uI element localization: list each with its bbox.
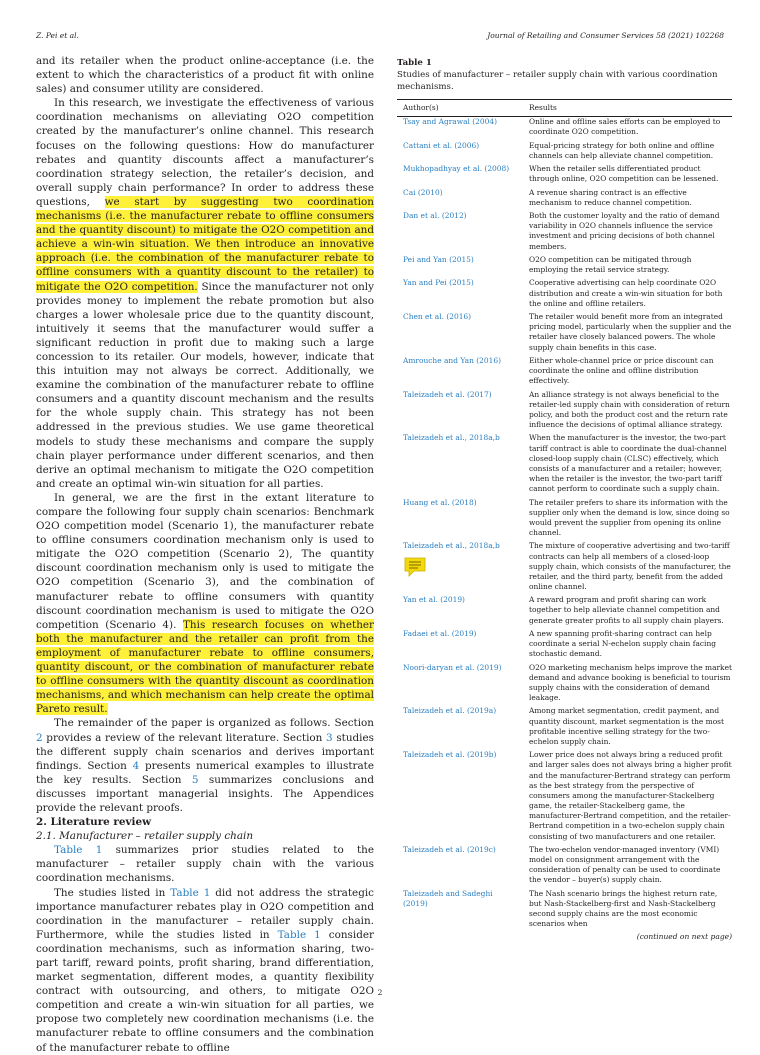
author-citation-link[interactable]: Taleizadeh et al. (2017) (403, 389, 492, 399)
result-text: The two-echelon vendor-managed inventory (VMI) model on consignment arrangement with the consideration of penalty can be used to coordinate the vendor – buyer(s) supply chain. (529, 844, 721, 885)
paragraph: In this research, we investigate the effectiveness of various coordination mechanisms on alleviating O2O competition created by the manufacturer’s online channel. This research focuses on the following questions: How do manufacturer rebates and quantity discounts affect a manufacturer’s coordination strategy selection, the retailer’s decision, and overall supply chain performance? In order to address these questions, we start by suggesting two coordination mechanisms (i.e. the manufacturer rebate to offline consumers and the quantity discount) to mitigate the O2O competition and achieve a win-win situation. We then introduce an innovative approach (i.e. the combination of the manufacturer rebate to offline consumers with a quantity discount to the retailer) to mitigate the O2O competition. Since the manufacturer not only provides money to implement the rebate promotion but also charges a lower wholesale price due to the quantity discount, intuitively it seems that the manufacturer would suffer a significant reduction in profit due to making such a large concession to its retailer. Our models, however, indicate that this intuition may not always be correct. Additionally, we examine the combination of the manufacturer rebate to offline consumers and a quantity discount mechanism and the results for the whole supply chain. This strategy has not been addressed in the previous studies. We use game theoretical models to study these mechanisms and compare the supply chain player performance under different scenarios, and then derive an optimal mechanism to mitigate the O2O competition and create an optimal win-win situation for all parties. (36, 97, 375, 490)
author-citation-link[interactable]: Taleizadeh et al., 2018a,b (397, 541, 519, 595)
left-column (36, 54, 374, 1055)
table-link[interactable]: Table 1 (54, 844, 103, 857)
comment-note-icon[interactable] (403, 556, 427, 581)
table-block (397, 58, 732, 941)
result-text: A reward program and profit sharing can work together to help alleviate channel competition and generate greater profits to all supply chain players. (529, 595, 724, 625)
table-row (397, 750, 732, 845)
table-header-row (397, 100, 732, 117)
result-text: A new spanning profit-sharing contract can help coordinate a serial N-echelon supply chain facing stochastic demand. (529, 628, 716, 659)
table-row (397, 663, 732, 707)
author-citation-link[interactable]: Yan et al. (2019) (403, 595, 465, 605)
paragraph: Table 1 summarizes prior studies related to the manufacturer – retailer supply chain with the various coordination mechanisms. (36, 844, 374, 885)
table-row (397, 595, 732, 629)
section-link[interactable]: 2 (36, 731, 43, 744)
result-text: The retailer would benefit more from an integrated pricing model, particularly when the supplier and the retailer have closely balanced powers. The whole supply chain benefits in this case. (529, 312, 732, 352)
result-text: An alliance strategy is not always beneficial to the retailer-led supply chain with consideration of return policy, and both the product cost and the return rate influence the decisions of optimal alliance strategy. (529, 389, 730, 430)
author-citation-link[interactable]: Dan et al. (2012) (403, 211, 467, 221)
table-row (397, 255, 732, 279)
table-row (397, 188, 732, 212)
table-row (397, 141, 732, 165)
author-citation-link[interactable]: Amrouche and Yan (2016) (403, 355, 501, 365)
table-row (397, 312, 732, 356)
author-citation-link[interactable]: Taleizadeh et al., 2018a,b (403, 433, 500, 443)
running-header-authors: Z. Pei et al. (36, 31, 79, 40)
highlighted-text[interactable]: we start by suggesting two coordination mechanisms (i.e. the manufacturer rebate to offline consumers and the quantity discount) to mitigate the O2O competition and achieve a win-win situation. We then introduce an innovative approach (i.e. the combination of the manufacturer rebate to offline consumers with a quantity discount to the retailer) to mitigate the O2O competition. (36, 195, 374, 293)
author-citation-link[interactable]: Yan and Pei (2015) (403, 278, 474, 288)
author-citation-link[interactable]: Cattani et al. (2006) (403, 140, 480, 150)
paragraph: and its retailer when the product online-acceptance (i.e. the extent to which the characteristics of a product fit with online sales) and consumer utility are considered. (36, 55, 374, 96)
result-text: Both the customer loyalty and the ratio of demand variability in O2O channels influence the service investment and pricing decisions of both channel members. (529, 211, 720, 251)
table-row (397, 433, 732, 497)
table-row (397, 356, 732, 390)
result-text: Cooperative advertising can help coordinate O2O distribution and create a win-win situation for both the online and offline retailers. (529, 278, 723, 308)
table-row (397, 706, 732, 750)
table-row (397, 498, 732, 542)
section-heading: 2. Literature review (36, 816, 152, 829)
author-citation-link[interactable]: Cai (2010) (403, 187, 443, 197)
literature-table (397, 99, 732, 932)
table-row (397, 629, 732, 663)
table-title: Table 1 (397, 58, 432, 68)
result-text: Online and offline sales efforts can be employed to coordinate O2O competition. (529, 117, 721, 137)
table-caption: Studies of manufacturer – retailer supply chain with various coordination mechanisms. (397, 70, 718, 92)
author-citation-link[interactable]: Pei and Yan (2015) (403, 254, 474, 264)
page-number: 2 (377, 988, 383, 997)
table-link[interactable]: Table 1 (170, 886, 211, 899)
table-row (397, 117, 732, 141)
result-text: Lower price does not always bring a reduced profit and larger sales does not always bring a higher profit and the manufacturer-Bertrand strategy can perform as the best strategy from the perspective of consumers among the manufacturer-Stackelberg game, the retailer-Stackelberg game, the manufacturer-Bertrand competition, and the retailer-Bertrand competition in a two-echelon supply chain consisting of two manufacturers and one retailer. (529, 750, 732, 841)
table-row (397, 845, 732, 889)
paragraph: In general, we are the first in the extant literature to compare the following four supply chain scenarios: Benchmark O2O competition model (Scenario 1), the manufacturer rebate to offline consumers coordination mechanism only is used to mitigate the O2O competition (Scenario 2), The quantity discount coordination mechanism only is used to mitigate the O2O competition (Scenario 3), and the combination of manufacturer rebate to offline consumers with quantity discount coordination mechanism is used to mitigate the O2O competition (Scenario 4). This research focuses on whether both the manufacturer and the retailer can profit from the employment of manufacturer rebate to offline consumers, quantity discount, or the combination of manufacturer rebate to offline consumers with the quantity discount as coordination mechanisms, and which mechanism can help create the optimal Pareto result. (36, 491, 375, 716)
highlighted-text[interactable]: This research focuses on whether both the manufacturer and the retailer can profit from the employment of manufacturer rebate to offline consumers, quantity discount, or the combination of manufacturer rebate to offline consumers with the quantity discount as coordination mechanisms, and which mechanism can help create the optimal Pareto result. (36, 618, 375, 716)
author-citation-link[interactable]: Chen et al. (2016) (403, 312, 472, 322)
author-citation-link[interactable]: Tsay and Agrawal (2004) (403, 117, 497, 127)
table-row (397, 211, 732, 255)
result-text: O2O marketing mechanism helps improve the market demand and advance booking is beneficial to tourism supply chains with the consideration of demand leakage. (529, 662, 732, 703)
result-text: Among market segmentation, credit payment, and quantity discount, market segmentation is the most profitable incentive selling strategy for the two-echelon supply chain. (529, 706, 724, 746)
author-citation-link[interactable]: Noori-daryan et al. (2019) (403, 662, 502, 672)
table-row (397, 541, 732, 595)
result-text: When the manufacturer is the investor, the two-part tariff contract is able to coordinate the dual-channel closed-loop supply chain (CLSC) effectively, which consists of a manufacturer and a retailer; however, when the retailer is the investor, the two-part tariff cannot perform to coordinate such a supply chain. (529, 433, 727, 494)
paragraph: The remainder of the paper is organized as follows. Section 2 provides a review of the relevant literature. Section 3 studies the different supply chain scenarios and derives important findings. Section 4 presents numerical examples to illustrate the key results. Section 5 summarizes conclusions and discusses important managerial insights. The Appendices provide the relevant proofs. (36, 717, 375, 814)
result-text: Either whole-channel price or price discount can coordinate the online and offline distribution effectively. (529, 355, 714, 386)
author-citation-link[interactable]: Taleizadeh and Sadeghi (2019) (403, 888, 493, 908)
column-header-results: Results (519, 100, 732, 117)
section-link[interactable]: 4 (132, 759, 140, 772)
author-citation-link[interactable]: Taleizadeh et al. (2019a) (403, 706, 497, 716)
subsection-heading: 2.1. Manufacturer – retailer supply chain (36, 830, 254, 843)
section-link[interactable]: 5 (191, 773, 199, 786)
column-header-authors: Author(s) (397, 100, 519, 117)
continued-note: (continued on next page) (636, 932, 732, 942)
result-text: A revenue sharing contract is an effective mechanism to reduce channel competition. (529, 187, 692, 207)
author-citation-link[interactable]: Taleizadeh et al. (2019c) (403, 844, 496, 854)
paragraph: The studies listed in Table 1 did not address the strategic importance manufacturer rebates play in O2O competition and coordination in the manufacturer – retailer supply chain. Furthermore, while the studies listed in Table 1 consider coordination mechanisms, such as information sharing, two-part tariff, reward points, profit sharing, brand differentiation, market segmentation, different modes, a quantity flexibility contract with outsourcing, and others, to mitigate O2O competition and create a win-win situation for all parties, we propose two completely new coordination mechanisms (i.e. the manufacturer rebate to offline consumers and the combination of the manufacturer rebate to offline (36, 886, 374, 1054)
author-citation-link[interactable]: Taleizadeh et al. (2019b) (403, 750, 497, 760)
running-header-journal: Journal of Retailing and Consumer Services 58 (2021) 102268 (487, 31, 724, 40)
table-row (397, 889, 732, 933)
table-row (397, 390, 732, 434)
result-text: When the retailer sells differentiated product through online, O2O competition can be lessened. (529, 164, 719, 184)
result-text: The mixture of cooperative advertising and two-tariff contracts can help all members of a closed-loop supply chain, which consists of the manufacturer, the retailer, and the third party, benefit from the added online channel. (529, 541, 731, 591)
result-text: O2O competition can be mitigated through employing the retail service strategy. (529, 254, 692, 275)
result-text: The Nash scenario brings the highest return rate, but Nash-Stackelberg-first and Nash-Stackelberg second supply chains are the most economic scenarios when (529, 888, 718, 929)
result-text: Equal-pricing strategy for both online and offline channels can help alleviate channel competition. (529, 140, 715, 160)
table-body (397, 117, 732, 933)
table-row (397, 164, 732, 188)
table-row (397, 278, 732, 312)
section-link[interactable]: 3 (326, 731, 333, 744)
author-citation-link[interactable]: Fadaei et al. (2019) (403, 628, 477, 638)
author-citation-link[interactable]: Mukhopadhyay et al. (2008) (403, 164, 510, 174)
table-link[interactable]: Table 1 (277, 928, 321, 941)
result-text: The retailer prefers to share its information with the supplier only when the demand is low, since doing so would prevent the supplier from opening its online channel. (529, 497, 730, 537)
author-citation-link[interactable]: Huang et al. (2018) (403, 497, 477, 507)
